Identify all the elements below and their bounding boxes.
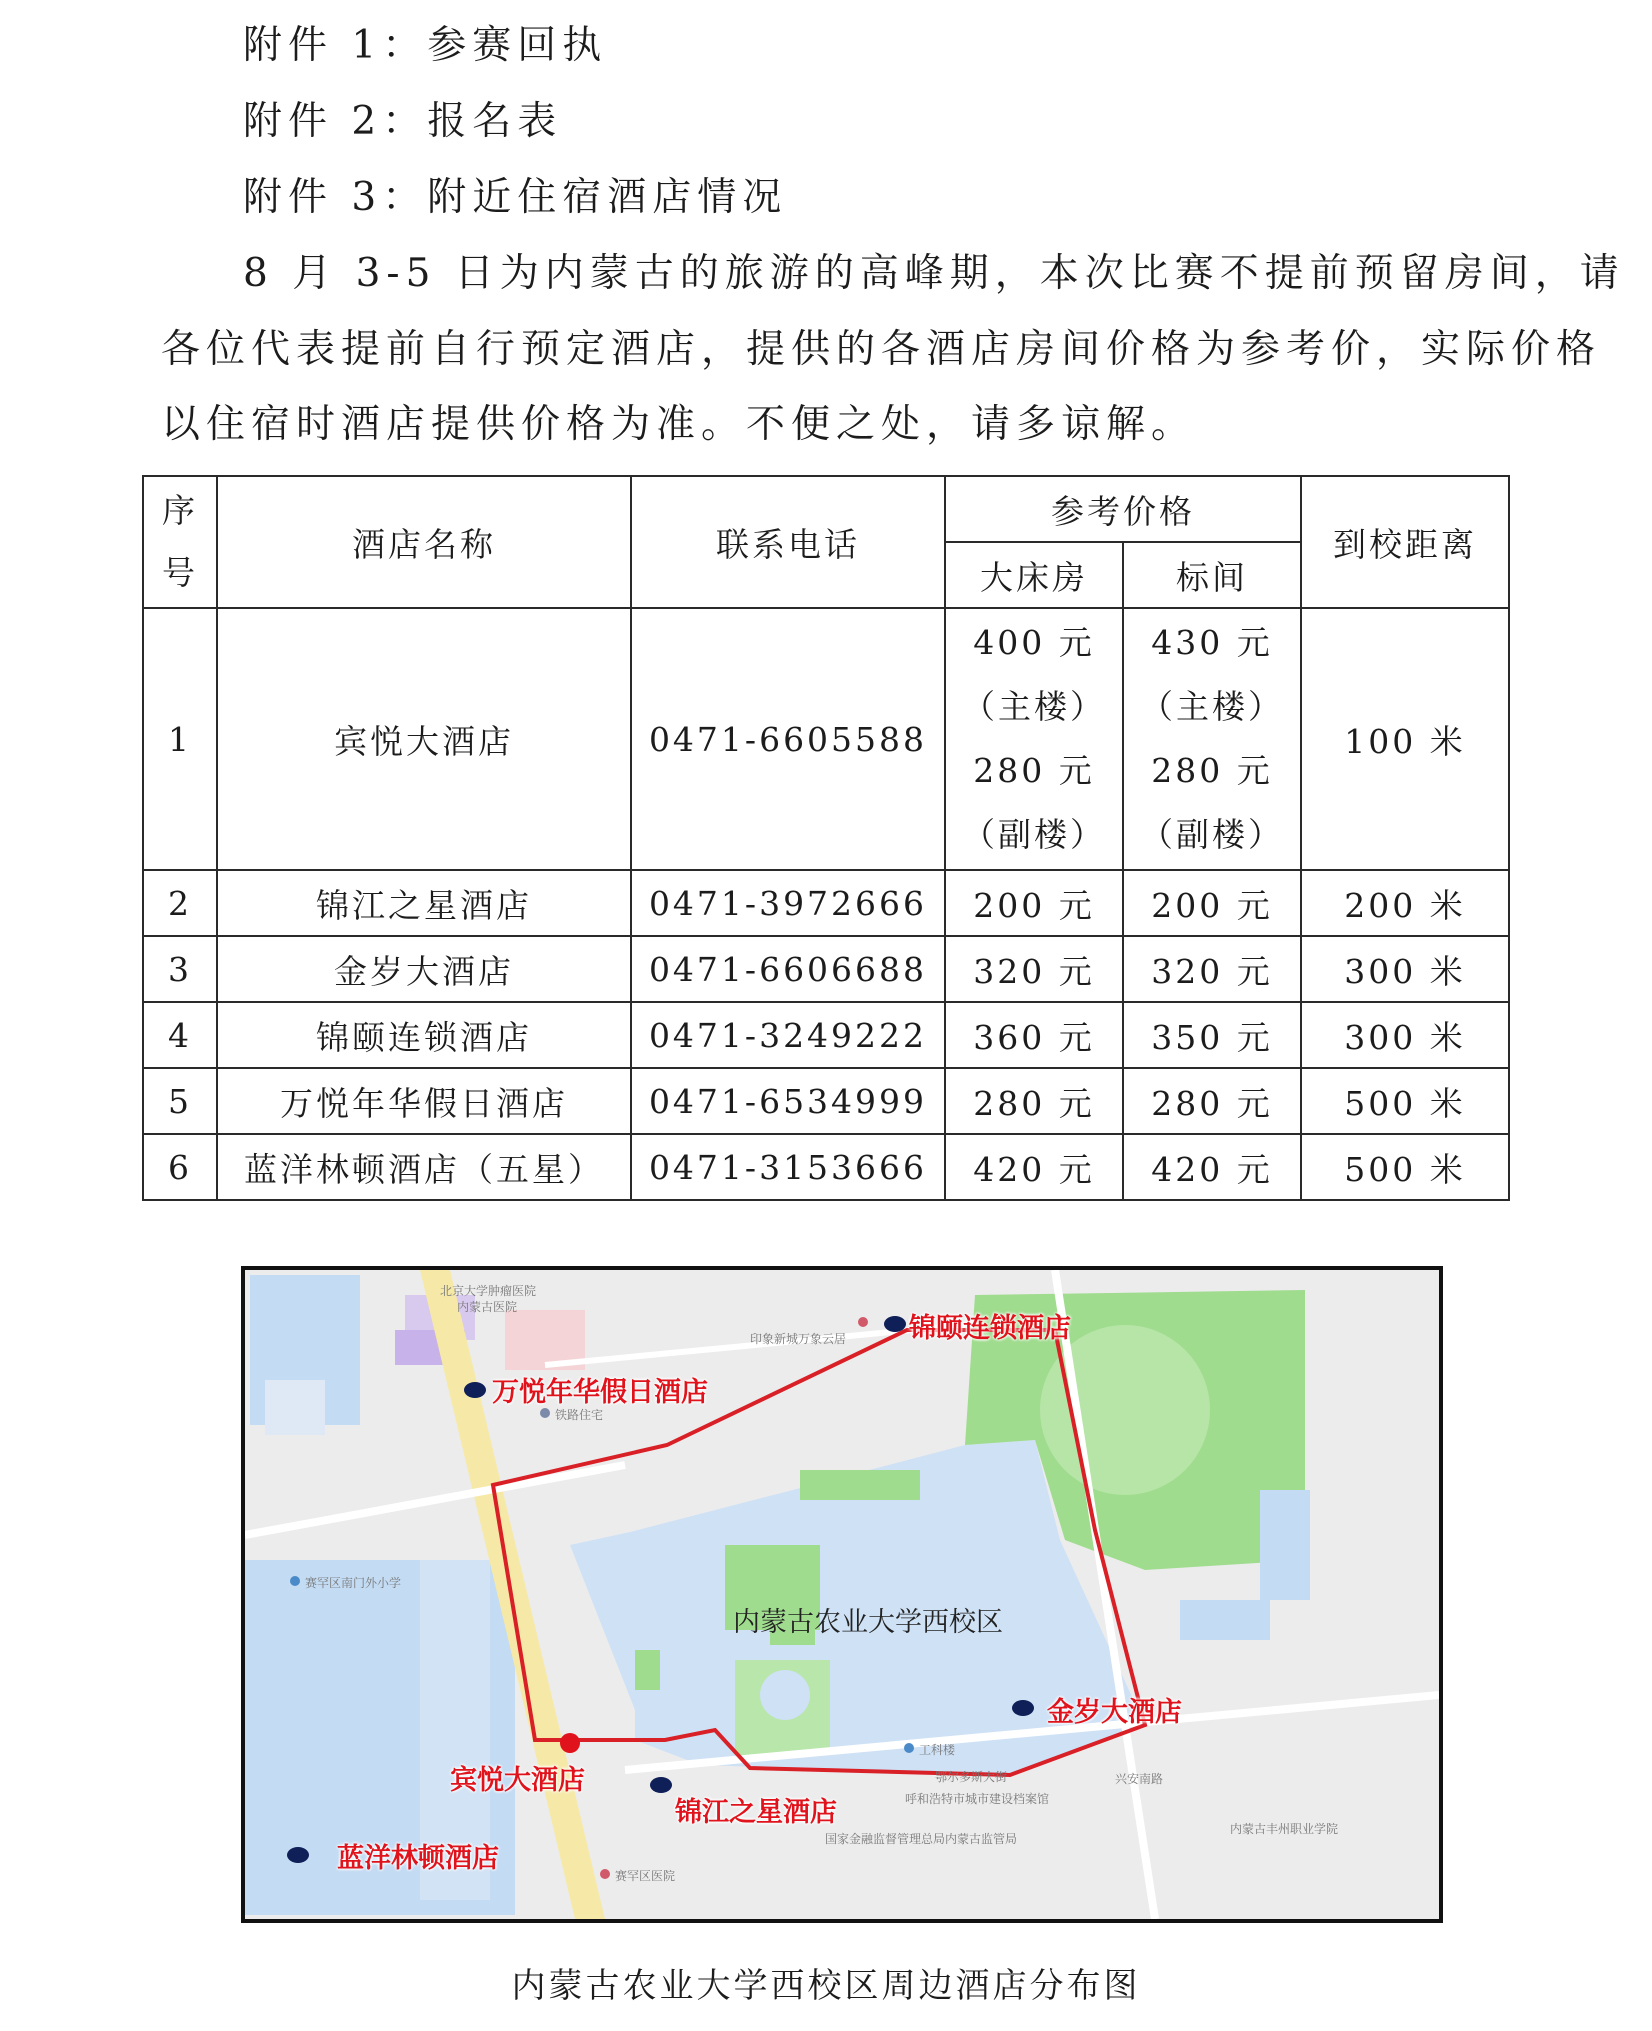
notice-line-2: 各位代表提前自行预定酒店，提供的各酒店房间价格为参考价，实际价格 bbox=[161, 327, 1602, 372]
cell-phone: 0471-3249222 bbox=[631, 1002, 945, 1068]
cell-phone: 0471-3972666 bbox=[631, 870, 945, 936]
cell-king: 420 元 bbox=[945, 1134, 1123, 1200]
poi-label: 赛罕区医院 bbox=[615, 1869, 676, 1883]
cell-distance: 100 米 bbox=[1301, 608, 1509, 870]
cell-phone: 0471-6606688 bbox=[631, 936, 945, 1002]
poi-label: 赛罕区南门外小学 bbox=[305, 1576, 402, 1590]
poi-label: 呼和浩特市城市建设档案馆 bbox=[905, 1792, 1050, 1806]
cell-seq: 5 bbox=[143, 1068, 217, 1134]
cell-seq: 3 bbox=[143, 936, 217, 1002]
cell-king bbox=[945, 608, 1123, 870]
cell-king: 200 元 bbox=[945, 870, 1123, 936]
hotel-pin-jinyi bbox=[884, 1316, 906, 1332]
cell-twin: 350 元 bbox=[1123, 1002, 1301, 1068]
poi-label: 兴安南路 bbox=[1115, 1772, 1164, 1786]
hotel-label-jinsui: 金岁大酒店 bbox=[1047, 1697, 1182, 1728]
cell-distance: 300 米 bbox=[1301, 1002, 1509, 1068]
header-name: 酒店名称 bbox=[217, 476, 631, 608]
cell-name: 锦颐连锁酒店 bbox=[217, 1002, 631, 1068]
cell-twin: 320 元 bbox=[1123, 936, 1301, 1002]
cell-seq: 4 bbox=[143, 1002, 217, 1068]
cell-distance: 500 米 bbox=[1301, 1068, 1509, 1134]
cell-seq: 6 bbox=[143, 1134, 217, 1200]
note-king-annex: （副楼） bbox=[962, 815, 1106, 854]
cell-twin: 280 元 bbox=[1123, 1068, 1301, 1134]
price-king-main: 400 元 bbox=[973, 623, 1095, 662]
cell-name: 宾悦大酒店 bbox=[217, 608, 631, 870]
header-twin: 标间 bbox=[1123, 542, 1301, 608]
cell-king: 280 元 bbox=[945, 1068, 1123, 1134]
poi-label: 鄂尔多斯大街 bbox=[935, 1770, 1008, 1784]
note-king-main: （主楼） bbox=[962, 687, 1106, 726]
cell-name: 蓝洋林顿酒店（五星） bbox=[217, 1134, 631, 1200]
hotel-label-jinyi: 锦颐连锁酒店 bbox=[909, 1313, 1071, 1344]
cell-twin: 420 元 bbox=[1123, 1134, 1301, 1200]
building-block bbox=[265, 1380, 325, 1435]
price-twin-annex: 280 元 bbox=[1151, 751, 1273, 790]
cell-distance: 500 米 bbox=[1301, 1134, 1509, 1200]
cell-name: 万悦年华假日酒店 bbox=[217, 1068, 631, 1134]
table-row bbox=[143, 936, 1509, 1002]
hotel-pin-lanyang bbox=[287, 1847, 309, 1863]
building-block bbox=[1260, 1490, 1310, 1600]
poi-label: 内蒙古丰州职业学院 bbox=[1230, 1822, 1339, 1836]
hotel-table bbox=[142, 475, 1510, 1201]
table-row bbox=[143, 1002, 1509, 1068]
hotel-pin-wanyue bbox=[464, 1382, 486, 1398]
note-twin-annex: （副楼） bbox=[1140, 815, 1284, 854]
hotel-label-jinjiang: 锦江之星酒店 bbox=[675, 1797, 837, 1828]
cell-king: 320 元 bbox=[945, 936, 1123, 1002]
map-caption: 内蒙古农业大学西校区周边酒店分布图 bbox=[511, 1966, 1141, 2006]
attachment-2: 附件 2：报名表 bbox=[243, 99, 563, 144]
poi-label: 内蒙古医院 bbox=[457, 1300, 518, 1314]
poi-label: 工科楼 bbox=[919, 1743, 956, 1757]
building-block bbox=[1180, 1600, 1270, 1640]
price-twin-main: 430 元 bbox=[1151, 623, 1273, 662]
cell-twin: 200 元 bbox=[1123, 870, 1301, 936]
header-seq-1: 序 bbox=[162, 491, 198, 530]
header-distance: 到校距离 bbox=[1301, 476, 1509, 608]
table-row bbox=[143, 1068, 1509, 1134]
header-phone: 联系电话 bbox=[631, 476, 945, 608]
hotel-label-lanyang: 蓝洋林顿酒店 bbox=[337, 1843, 499, 1874]
green-area bbox=[800, 1470, 920, 1500]
campus-label: 内蒙古农业大学西校区 bbox=[733, 1607, 1003, 1638]
header-seq bbox=[143, 476, 217, 608]
cell-king: 360 元 bbox=[945, 1002, 1123, 1068]
cell-seq: 2 bbox=[143, 870, 217, 936]
table-row bbox=[143, 870, 1509, 936]
hotel-pin-binyue bbox=[560, 1733, 580, 1753]
header-price: 参考价格 bbox=[945, 476, 1301, 542]
hotel-map bbox=[241, 1266, 1443, 1923]
poi-label: 国家金融监督管理总局内蒙古监管局 bbox=[825, 1832, 1018, 1846]
table-row bbox=[143, 1134, 1509, 1200]
table-row bbox=[143, 608, 1509, 870]
cell-name: 金岁大酒店 bbox=[217, 936, 631, 1002]
cell-phone: 0471-3153666 bbox=[631, 1134, 945, 1200]
hotel-pin-jinjiang bbox=[650, 1777, 672, 1793]
cell-twin bbox=[1123, 608, 1301, 870]
poi-label: 印象新城万象云居 bbox=[750, 1332, 847, 1346]
cell-phone: 0471-6534999 bbox=[631, 1068, 945, 1134]
price-king-annex: 280 元 bbox=[973, 751, 1095, 790]
cell-seq: 1 bbox=[143, 608, 217, 870]
hotel-label-binyue: 宾悦大酒店 bbox=[450, 1765, 585, 1796]
cell-name: 锦江之星酒店 bbox=[217, 870, 631, 936]
header-seq-2: 号 bbox=[162, 553, 198, 592]
hotel-label-wanyue: 万悦年华假日酒店 bbox=[492, 1377, 708, 1408]
attachment-3: 附件 3：附近住宿酒店情况 bbox=[243, 175, 788, 220]
attachment-1: 附件 1：参赛回执 bbox=[243, 23, 608, 68]
hotel-pin-jinsui bbox=[1012, 1700, 1034, 1716]
header-king: 大床房 bbox=[945, 542, 1123, 608]
notice-line-1: 8 月 3-5 日为内蒙古的旅游的高峰期，本次比赛不提前预留房间，请 bbox=[243, 251, 1625, 296]
green-area bbox=[635, 1650, 660, 1690]
roundabout bbox=[760, 1670, 810, 1720]
cell-phone: 0471-6605588 bbox=[631, 608, 945, 870]
notice-line-3: 以住宿时酒店提供价格为准。不便之处，请多谅解。 bbox=[161, 402, 1197, 447]
cell-distance: 300 米 bbox=[1301, 936, 1509, 1002]
poi-label: 铁路住宅 bbox=[555, 1408, 604, 1422]
note-twin-main: （主楼） bbox=[1140, 687, 1284, 726]
poi-label: 北京大学肿瘤医院 bbox=[440, 1284, 537, 1298]
cell-distance: 200 米 bbox=[1301, 870, 1509, 936]
